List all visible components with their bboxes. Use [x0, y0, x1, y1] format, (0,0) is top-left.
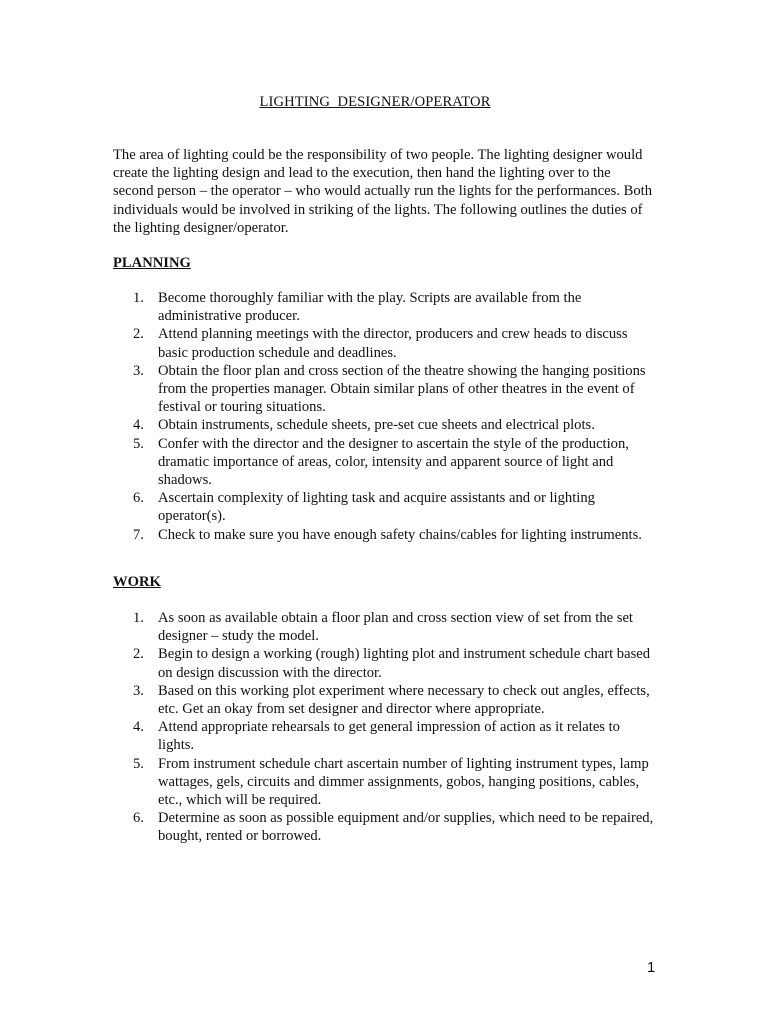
item-number: 1. — [133, 290, 144, 306]
item-text: Obtain instruments, schedule sheets, pre-set cue sheets and electrical plots. — [158, 417, 595, 434]
item-text: Check to make sure you have enough safety chains/cables for lighting instruments. — [158, 526, 642, 543]
item-number: 6. — [133, 490, 144, 507]
page-number: 1 — [647, 959, 656, 976]
item-number: 6. — [133, 810, 144, 827]
list-item — [0, 435, 658, 490]
list-item — [0, 325, 658, 361]
item-text: Attend appropriate rehearsals to get general impression of action as it relates to lights. — [158, 719, 620, 754]
item-number: 3. — [133, 362, 144, 379]
item-number: 2. — [133, 326, 144, 343]
item-number: 7. — [133, 526, 144, 543]
item-text: Confer with the director and the designer to ascertain the style of the production, dramatic importance of areas, color, intensity and apparent source of light and shadows. — [158, 435, 629, 489]
work-list — [0, 609, 658, 846]
list-item — [0, 609, 658, 645]
item-number: 4. — [133, 417, 144, 434]
item-number: 1. — [133, 610, 144, 626]
item-text: Ascertain complexity of lighting task and acquire assistants and or lighting operator(s). — [158, 490, 595, 525]
item-text: From instrument schedule chart ascertain number of lighting instrument types, lamp wattages, gels, circuits and dimmer assignments, gobos, hanging positions, cables, etc., which will be required. — [158, 755, 649, 809]
list-item — [0, 755, 658, 810]
list-item — [0, 362, 658, 417]
item-number: 2. — [133, 646, 144, 663]
item-text: As soon as available obtain a floor plan and cross section view of set from the set designer – study the model. — [158, 610, 633, 645]
list-item — [0, 645, 658, 681]
item-number: 5. — [133, 435, 144, 452]
item-text: Attend planning meetings with the director, producers and crew heads to discuss basic production schedule and deadlines. — [158, 326, 628, 361]
list-item — [0, 489, 658, 525]
document-title: LIGHTING DESIGNER/OPERATOR — [259, 94, 491, 110]
list-item — [0, 682, 658, 718]
list-item — [0, 809, 658, 845]
item-text: Based on this working plot experiment where necessary to check out angles, effects, etc. Get an okay from set designer and director where appropriate. — [158, 682, 650, 718]
item-number: 5. — [133, 755, 144, 772]
item-text: Determine as soon as possible equipment and/or supplies, which need to be repaired, bought, rented or borrowed. — [158, 810, 654, 845]
section-heading-work: WORK — [113, 574, 161, 590]
item-text: Obtain the floor plan and cross section of the theatre showing the hanging positions from the properties manager. Obtain similar plans of other theatres in the event of festival or touring situations. — [158, 362, 646, 416]
list-item — [0, 416, 658, 434]
item-text: Begin to design a working (rough) lighting plot and instrument schedule chart based on design discussion with the director. — [158, 646, 651, 681]
item-text: Become thoroughly familiar with the play. Scripts are available from the administrative producer. — [158, 290, 582, 325]
item-number: 4. — [133, 719, 144, 736]
list-item — [0, 718, 658, 754]
intro-paragraph: The area of lighting could be the responsibility of two people. The lighting designer would create the lighting design and lead to the execution, then hand the lighting over to the second person – the operator – who would actually run the lights for the performances. Both individuals would be involved in striking of the lights. The following outlines the duties of the lighting designer/operator. — [113, 147, 653, 236]
item-number: 3. — [133, 682, 144, 699]
list-item — [0, 526, 658, 544]
section-heading-planning: PLANNING — [113, 255, 191, 271]
planning-list — [0, 289, 658, 544]
list-item — [0, 289, 658, 325]
